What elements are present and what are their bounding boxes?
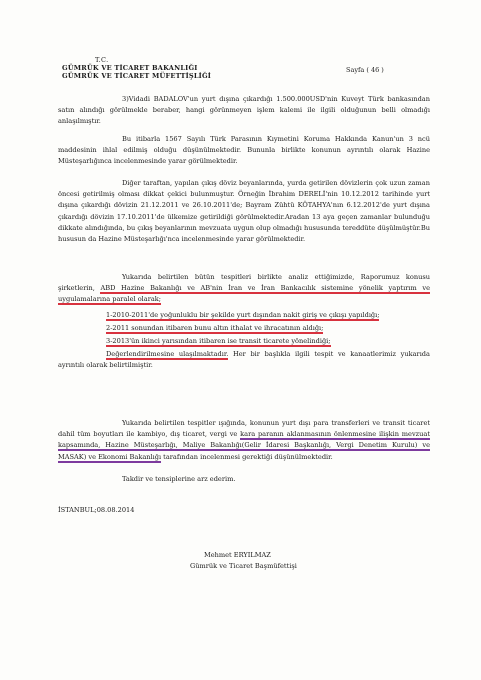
paragraph-1 xyxy=(58,94,430,128)
paragraph-4-intro: Yukarıda belirtilen bütün tespitleri birlikte analiz ettiğimizde, Raporumuz konusu şirketlerin, xyxy=(58,273,430,293)
paragraph-3 xyxy=(58,178,430,245)
paragraph-2 xyxy=(58,134,430,168)
highlight-authorities: kara paranın aklanmasının önlenmesine ilişkin mevzuat kapsamında, Hazine Müsteşarlığı, Maliye Bakanlığı(Gelir İdaresi Başkanlığı, Vergi Denetim Kurulu) ve MASAK) ve Ekonomi Bakanlığı xyxy=(58,430,430,461)
header-tc: T.C. xyxy=(95,56,109,64)
paragraph-6 xyxy=(58,418,430,463)
paragraph-7 xyxy=(58,474,430,485)
signatory-title: Gümrük ve Ticaret Başmüfettişi xyxy=(190,562,297,570)
paragraph-4 xyxy=(58,272,430,372)
paragraph-5-rest: Her bir başlıkla ilgili tespit ve kanaatlerimiz yukarıda ayrıntılı olarak belirtilmiştir. xyxy=(58,350,430,370)
finding-item-2: 2-2011 sonundan itibaren bunu altın ithalat ve ihracatının aldığı; xyxy=(106,323,324,332)
paragraph-6-intro: Yukarıda belirtilen tespitler ışığında, konunun yurt dışı para transferleri ve transit ticaret dahil tüm boyutları ile kambiyo, dış ticaret, vergi ve xyxy=(58,419,430,439)
header-ministry: GÜMRÜK VE TİCARET BAKANLIĞI xyxy=(62,64,198,72)
paragraph-6-end: tarafından incelenmesi gerektiği düşünülmektedir. xyxy=(163,452,333,461)
highlight-sanctions: ABD Hazine Bakanlığı ve AB'nin İran ve İran Bankacılık sistemine yönelik yaptırım ve uygulamalarına paralel olarak; xyxy=(58,284,430,304)
page-number: Sayfa ( 46 ) xyxy=(346,66,384,74)
finding-item-3: 3-2013'ün ikinci yarısından itibaren ise transit ticarete yönelindiği; xyxy=(106,337,331,346)
signatory-name: Mehmet ERYILMAZ xyxy=(204,551,271,559)
paragraph-3-text: Diğer taraftan, yapılan çıkış döviz beyanlarında, yurda getirilen dövizlerin çok uzun zaman öncesi getirilmiş olması dikkat çekici bulunmuştur. Örneğin İbrahim DERELİ'nin 10.12.2012 tarihinde yurt dışına çıkardığı dövizin 21.12.2011 ve 26.10.2011'de; Bayram Zühtü KÖTAHYA'nın 6.12.2012'de yurt dışına çıkardığı dövizin 17.10.2011'de ülkemize getirildiği görülmektedir.Aradan 13 aya geçen zamanlar bulunduğu dikkate alındığında, bu çıkış beyanlarının mevzuata uygun olup olmadığı hususunda tereddüte düşülmüştür.Bu hususun da Hazine Müsteşarlığı'nca incelenmesinde yarar görülmektedir. xyxy=(58,179,430,244)
paragraph-1-text: 3)Vidadi BADALOV'un yurt dışına çıkardığı 1.500.000USD'nin Kuveyt Türk bankasından satın alındığı görülmekle beraber, hangi görünmeyen işlem kalemi ile ilgili olduğunun belli olmadığı anlaşılmıştır. xyxy=(58,95,430,126)
place-date: İSTANBUL;08.08.2014 xyxy=(58,506,135,514)
finding-item-1: 1-2010-2011'de yoğunluklu bir şekilde yurt dışından nakit giriş ve çıkışı yapıldığı; xyxy=(106,310,380,319)
paragraph-2-text: Bu itibarla 1567 Sayılı Türk Parasının Kıymetini Koruma Hakkında Kanun'un 3 ncü maddesinin ihlal edilmiş olduğu düşünülmektedir. Bununla birlikte konunun ayrıntılı olarak Hazine Müsteşarlığınca incelenmesinde yarar görülmektedir. xyxy=(58,135,430,166)
header-inspectorate: GÜMRÜK VE TİCARET MÜFETTİŞLİĞİ xyxy=(62,72,212,80)
highlight-conclusion: Değerlendirilmesine ulaşılmaktadır. xyxy=(106,350,229,359)
closing-line: Takdir ve tensiplerine arz ederim. xyxy=(122,475,236,483)
